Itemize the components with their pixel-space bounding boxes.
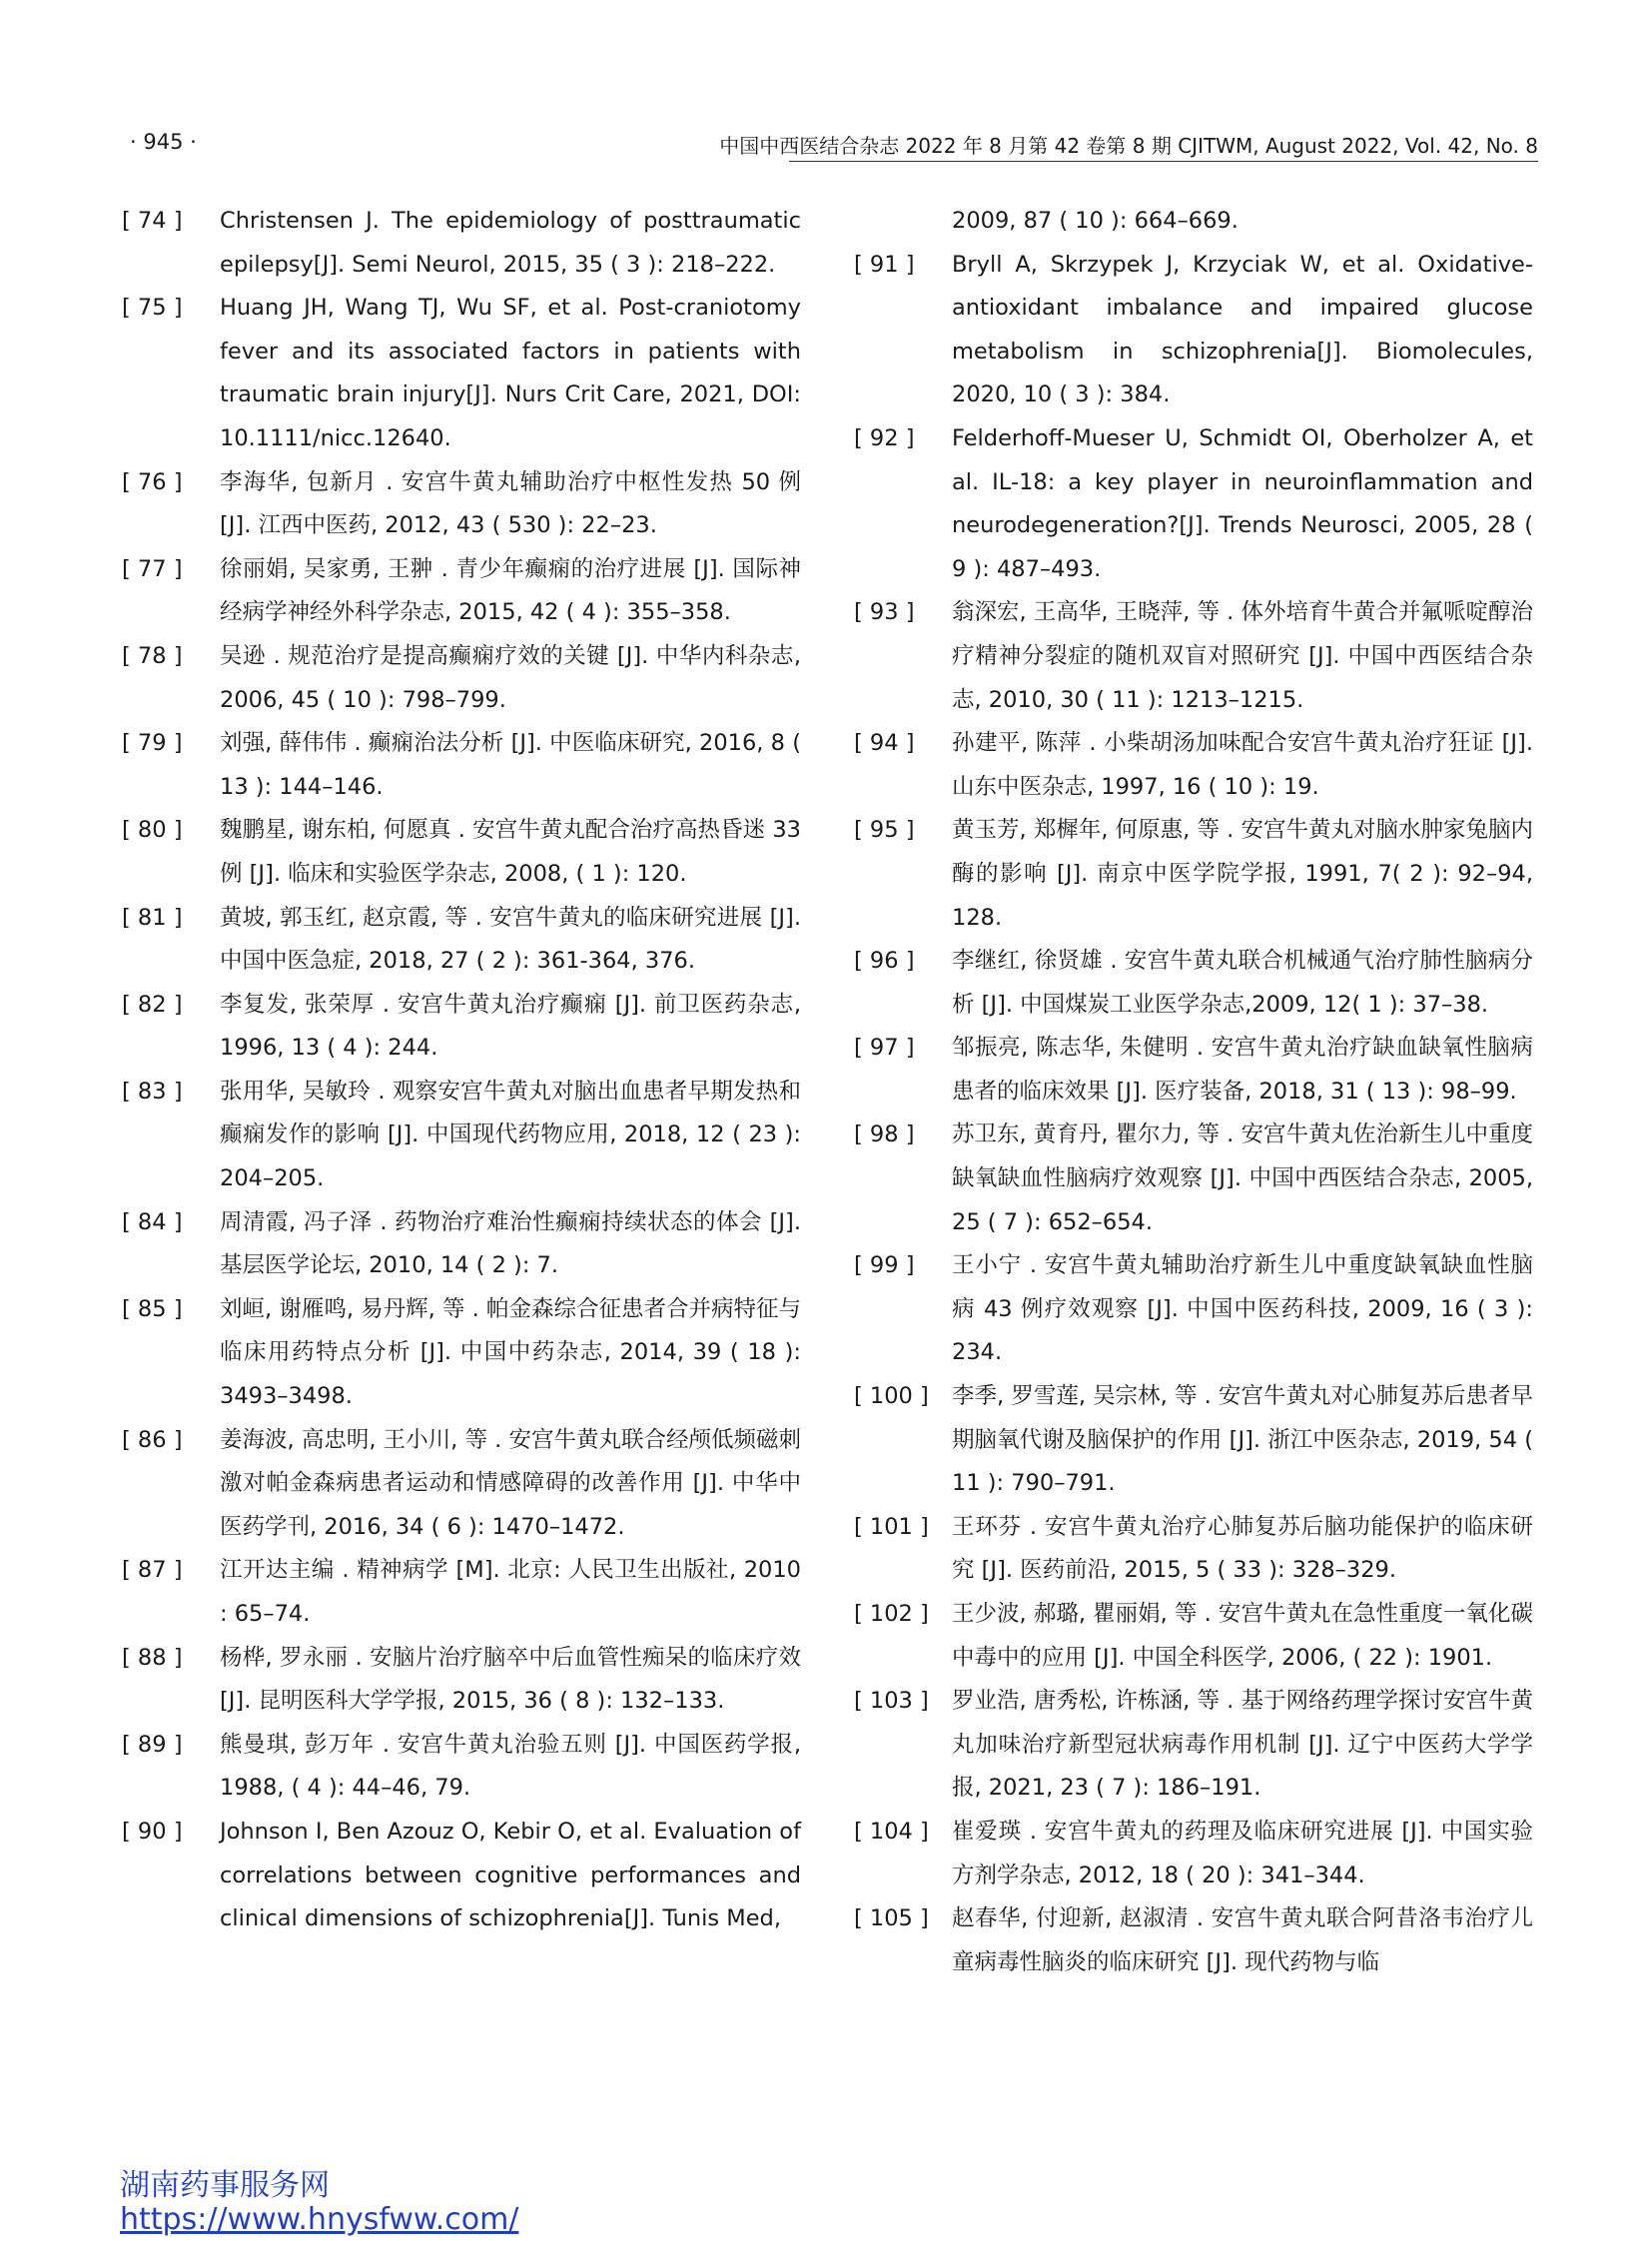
- reference-number: [ 80 ]: [122, 817, 183, 844]
- reference-text: 王少波, 郝璐, 瞿丽娟, 等 . 安宫牛黄丸在急性重度一氧化碳中毒中的应用 [J]. 中国全科医学, 2006, ( 22 ): 1901.: [952, 1601, 1533, 1671]
- reference-number: [ 74 ]: [122, 208, 183, 234]
- page-number: · 945 ·: [130, 130, 197, 154]
- reference-number: [ 82 ]: [122, 991, 183, 1018]
- reference-number: [ 86 ]: [122, 1426, 183, 1453]
- reference-item: [122, 461, 801, 548]
- reference-item: [854, 1027, 1533, 1114]
- journal-running-head: 中国中西医结合杂志 2022 年 8 月第 42 卷第 8 期 CJITWM, August 2022, Vol. 42, No. 8: [719, 134, 1538, 158]
- reference-text: 李继红, 徐贤雄 . 安宫牛黄丸联合机械通气治疗肺性脑病分析 [J]. 中国煤炭工业医学杂志,2009, 12( 1 ): 37–38.: [952, 948, 1533, 1018]
- reference-item: [854, 1114, 1533, 1244]
- reference-text: 刘强, 薛伟伟 . 癫痫治法分析 [J]. 中医临床研究, 2016, 8 ( 13 ): 144–146.: [220, 730, 801, 800]
- reference-item: [122, 1419, 801, 1550]
- reference-number: [ 104 ]: [854, 1818, 929, 1845]
- reference-text: Johnson I, Ben Azouz O, Kebir O, et al. Evaluation of correlations between cognitive performances and clinical dimensions of schizophrenia[J]. Tunis Med,: [220, 1818, 801, 1932]
- reference-text: 徐丽娟, 吴家勇, 王翀 . 青少年癫痫的治疗进展 [J]. 国际神经病学神经外科学杂志, 2015, 42 ( 4 ): 355–358.: [220, 555, 801, 626]
- reference-number: [ 81 ]: [122, 904, 183, 931]
- site-link[interactable]: https://www.hnysfww.com/: [120, 2202, 519, 2237]
- watermark-footer: [120, 2169, 518, 2237]
- reference-text: 黄玉芳, 郑樨年, 何原惠, 等 . 安宫牛黄丸对脑水肿家兔脑内酶的影响 [J]. 南京中医学院学报, 1991, 7( 2 ): 92–94, 128.: [952, 817, 1533, 931]
- reference-number: [ 98 ]: [854, 1121, 915, 1148]
- reference-text: 崔爱瑛 . 安宫牛黄丸的药理及临床研究进展 [J]. 中国实验方剂学杂志, 2012, 18 ( 20 ): 341–344.: [952, 1818, 1533, 1888]
- reference-number: [ 75 ]: [122, 295, 183, 322]
- reference-item: [122, 548, 801, 635]
- reference-item: [854, 1593, 1533, 1680]
- header-rule: [789, 161, 1538, 162]
- reference-number: [ 99 ]: [854, 1252, 915, 1279]
- reference-number: [ 97 ]: [854, 1035, 915, 1062]
- reference-item: [122, 1724, 801, 1811]
- reference-text: 翁深宏, 王高华, 王晓萍, 等 . 体外培育牛黄合并氟哌啶醇治疗精神分裂症的随机双盲对照研究 [J]. 中国中西医结合杂志, 2010, 30 ( 11 ): 1213–1215.: [952, 599, 1533, 713]
- reference-item: [122, 1201, 801, 1288]
- reference-number: [ 87 ]: [122, 1557, 183, 1584]
- reference-item: [122, 722, 801, 809]
- site-name: 湖南药事服务网: [120, 2168, 330, 2203]
- reference-item: [122, 1071, 801, 1201]
- reference-text: 魏鹏星, 谢东柏, 何愿真 . 安宫牛黄丸配合治疗高热昏迷 33 例 [J]. 临床和实验医学杂志, 2008, ( 1 ): 120.: [220, 817, 801, 887]
- reference-text: 苏卫东, 黄育丹, 瞿尔力, 等 . 安宫牛黄丸佐治新生儿中重度缺氧缺血性脑病疗效观察 [J]. 中国中西医结合杂志, 2005, 25 ( 7 ): 652–654.: [952, 1121, 1533, 1235]
- reference-text: 熊曼琪, 彭万年 . 安宫牛黄丸治验五则 [J]. 中国医药学报, 1988, ( 4 ): 44–46, 79.: [220, 1731, 801, 1802]
- reference-item: [854, 809, 1533, 940]
- reference-number: [ 83 ]: [122, 1078, 183, 1105]
- reference-text: 2009, 87 ( 10 ): 664–669.: [952, 208, 1239, 234]
- reference-text: 张用华, 吴敏玲 . 观察安宫牛黄丸对脑出血患者早期发热和癫痫发作的影响 [J]. 中国现代药物应用, 2018, 12 ( 23 ): 204–205.: [220, 1078, 801, 1192]
- reference-number: [ 103 ]: [854, 1688, 929, 1715]
- reference-number: [ 76 ]: [122, 468, 183, 495]
- reference-item: [854, 940, 1533, 1027]
- reference-text: 吴逊 . 规范治疗是提高癫痫疗效的关键 [J]. 中华内科杂志, 2006, 45 ( 10 ): 798–799.: [220, 642, 801, 713]
- reference-text: 赵春华, 付迎新, 赵淑清 . 安宫牛黄丸联合阿昔洛韦治疗儿童病毒性脑炎的临床研究 [J]. 现代药物与临: [952, 1905, 1533, 1975]
- reference-text: 王环芬 . 安宫牛黄丸治疗心肺复苏后脑功能保护的临床研究 [J]. 医药前沿, 2015, 5 ( 33 ): 328–329.: [952, 1513, 1533, 1584]
- reference-number: [ 89 ]: [122, 1731, 183, 1758]
- reference-item: [122, 635, 801, 722]
- reference-column-left: [122, 200, 801, 1941]
- reference-item: [122, 1288, 801, 1419]
- reference-number: [ 78 ]: [122, 642, 183, 669]
- reference-number: [ 101 ]: [854, 1513, 929, 1540]
- reference-item: [854, 1811, 1533, 1897]
- reference-number: [ 95 ]: [854, 817, 915, 844]
- reference-item: [122, 1549, 801, 1636]
- reference-item: [122, 1637, 801, 1724]
- reference-number: [ 100 ]: [854, 1383, 929, 1410]
- reference-item: [122, 200, 801, 287]
- reference-item: [122, 809, 801, 896]
- reference-text: 江开达主编 . 精神病学 [M]. 北京: 人民卫生出版社, 2010 : 65–74.: [220, 1557, 801, 1627]
- reference-text: 王小宁 . 安宫牛黄丸辅助治疗新生儿中重度缺氧缺血性脑病 43 例疗效观察 [J]. 中国中医药科技, 2009, 16 ( 3 ): 234.: [952, 1252, 1533, 1366]
- reference-text: 李季, 罗雪莲, 吴宗林, 等 . 安宫牛黄丸对心肺复苏后患者早期脑氧代谢及脑保护的作用 [J]. 浙江中医杂志, 2019, 54 ( 11 ): 790–791.: [952, 1383, 1533, 1497]
- reference-number: [ 79 ]: [122, 730, 183, 757]
- reference-text: 邹振亮, 陈志华, 朱健明 . 安宫牛黄丸治疗缺血缺氧性脑病患者的临床效果 [J]. 医疗装备, 2018, 31 ( 13 ): 98–99.: [952, 1035, 1533, 1105]
- reference-item: [854, 722, 1533, 809]
- reference-number: [ 88 ]: [122, 1644, 183, 1671]
- page-header: [130, 128, 1538, 162]
- reference-number: [ 93 ]: [854, 599, 915, 626]
- reference-number: [ 84 ]: [122, 1208, 183, 1235]
- reference-text: 李复发, 张荣厚 . 安宫牛黄丸治疗癫痫 [J]. 前卫医药杂志, 1996, 13 ( 4 ): 244.: [220, 991, 801, 1062]
- reference-text: Felderhoff-Mueser U, Schmidt OI, Oberholzer A, et al. IL-18: a key player in neuroinflammation and neurodegeneration?[J]. Trends Neurosci, 2005, 28 ( 9 ): 487–493.: [952, 424, 1533, 582]
- reference-item: [854, 1375, 1533, 1506]
- reference-item: [854, 1244, 1533, 1375]
- reference-item: [854, 591, 1533, 722]
- reference-text: 李海华, 包新月 . 安宫牛黄丸辅助治疗中枢性发热 50 例 [J]. 江西中医药, 2012, 43 ( 530 ): 22–23.: [220, 468, 801, 539]
- reference-continuation: [854, 200, 1533, 244]
- reference-number: [ 91 ]: [854, 251, 915, 278]
- reference-text: Bryll A, Skrzypek J, Krzyciak W, et al. Oxidative-antioxidant imbalance and impaired glucose metabolism in schizophrenia[J]. Biomolecules, 2020, 10 ( 3 ): 384.: [952, 251, 1533, 408]
- reference-text: 周清霞, 冯子泽 . 药物治疗难治性癫痫持续状态的体会 [J]. 基层医学论坛, 2010, 14 ( 2 ): 7.: [220, 1208, 801, 1279]
- reference-text: 刘峘, 谢雁鸣, 易丹辉, 等 . 帕金森综合征患者合并病特征与临床用药特点分析 [J]. 中国中药杂志, 2014, 39 ( 18 ): 3493–3498.: [220, 1295, 801, 1410]
- reference-item: [854, 417, 1533, 591]
- reference-item: [122, 287, 801, 460]
- reference-number: [ 92 ]: [854, 424, 915, 451]
- reference-text: Huang JH, Wang TJ, Wu SF, et al. Post-craniotomy fever and its associated factors in patients with traumatic brain injury[J]. Nurs Crit Care, 2021, DOI: 10.1111/nicc.12640.: [220, 295, 801, 451]
- reference-item: [122, 1811, 801, 1941]
- reference-column-right: [854, 200, 1533, 1984]
- reference-item: [854, 1680, 1533, 1811]
- reference-item: [122, 984, 801, 1071]
- reference-number: [ 105 ]: [854, 1905, 929, 1932]
- reference-text: 罗业浩, 唐秀松, 许栋涵, 等 . 基于网络药理学探讨安宫牛黄丸加味治疗新型冠状病毒作用机制 [J]. 辽宁中医药大学学报, 2021, 23 ( 7 ): 186–191.: [952, 1688, 1533, 1802]
- reference-item: [122, 897, 801, 984]
- reference-item: [854, 1506, 1533, 1593]
- reference-item: [854, 1897, 1533, 1984]
- reference-number: [ 77 ]: [122, 555, 183, 582]
- reference-text: 孙建平, 陈萍 . 小柴胡汤加味配合安宫牛黄丸治疗狂证 [J]. 山东中医杂志, 1997, 16 ( 10 ): 19.: [952, 730, 1533, 800]
- reference-text: 杨桦, 罗永丽 . 安脑片治疗脑卒中后血管性痴呆的临床疗效 [J]. 昆明医科大学学报, 2015, 36 ( 8 ): 132–133.: [220, 1644, 801, 1715]
- reference-text: Christensen J. The epidemiology of posttraumatic epilepsy[J]. Semi Neurol, 2015, 35 ( 3 ): 218–222.: [220, 208, 801, 278]
- reference-text: 黄坡, 郭玉红, 赵京霞, 等 . 安宫牛黄丸的临床研究进展 [J]. 中国中医急症, 2018, 27 ( 2 ): 361-364, 376.: [220, 904, 801, 975]
- reference-number: [ 90 ]: [122, 1818, 183, 1845]
- reference-number: [ 85 ]: [122, 1295, 183, 1322]
- reference-text: 姜海波, 高忠明, 王小川, 等 . 安宫牛黄丸联合经颅低频磁刺激对帕金森病患者运动和情感障碍的改善作用 [J]. 中华中医药学刊, 2016, 34 ( 6 ): 1470–1472.: [220, 1426, 801, 1540]
- reference-number: [ 96 ]: [854, 948, 915, 975]
- reference-number: [ 102 ]: [854, 1601, 929, 1627]
- reference-item: [854, 244, 1533, 417]
- reference-number: [ 94 ]: [854, 730, 915, 757]
